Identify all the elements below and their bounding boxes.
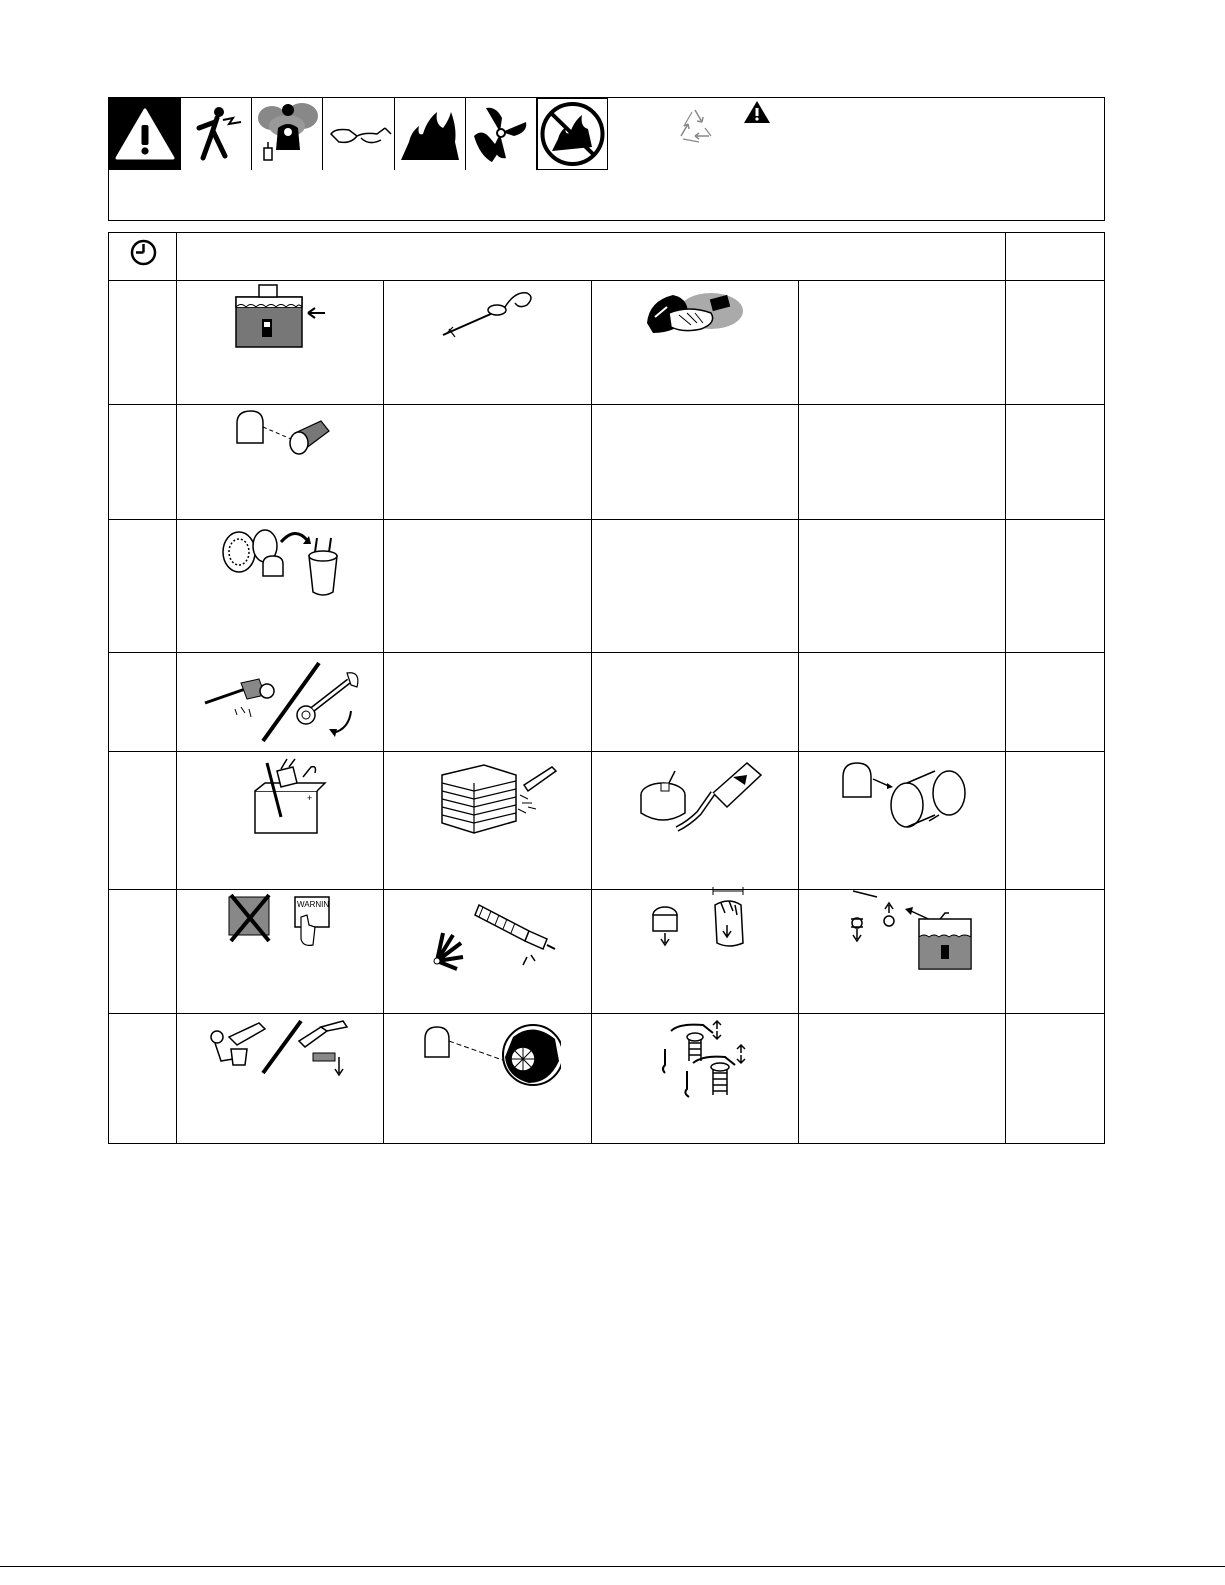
svg-text:WARNIN: WARNIN [297, 900, 330, 909]
safety-glasses-icon [323, 98, 395, 170]
electric-shock-icon [181, 98, 252, 170]
no-open-flame-icon [537, 98, 608, 170]
warning-triangle-icon [743, 100, 771, 129]
recycle-icon [675, 106, 715, 151]
cooling-fins-clean-icon [424, 757, 564, 846]
fire-hazard-icon [395, 98, 466, 170]
maintenance-schedule-table [108, 232, 1105, 1144]
fumes-gases-icon [252, 98, 323, 170]
replace-air-filter-icon [839, 757, 974, 846]
inspect-air-filter-icon [233, 409, 333, 470]
general-warning-icon [109, 98, 181, 170]
inspect-rotor-icon [421, 1017, 561, 1102]
clean-filter-element-icon [217, 522, 347, 607]
spark-plug-gap-icon [419, 891, 569, 986]
battery-service-icon [247, 757, 327, 842]
page-footer-rule [0, 1566, 1225, 1567]
replace-warning-label-icon [221, 891, 351, 956]
moving-parts-icon [466, 98, 537, 170]
fuel-tank-fill-icon [233, 283, 343, 356]
fuel-system-service-icon [837, 885, 977, 980]
read-labels-hands-icon [639, 283, 749, 352]
oil-change-icon [635, 757, 765, 842]
safety-header-box [108, 97, 1105, 221]
brush-and-wrench-icon [201, 657, 366, 752]
svg-text:+: + [307, 793, 313, 803]
fuel-line-dipstick-icon [435, 283, 545, 348]
weld-cable-check-icon [201, 1017, 361, 1086]
fuel-filter-replace-icon [643, 885, 763, 960]
clock-icon [130, 239, 157, 271]
valve-clearance-icon [649, 1017, 779, 1106]
